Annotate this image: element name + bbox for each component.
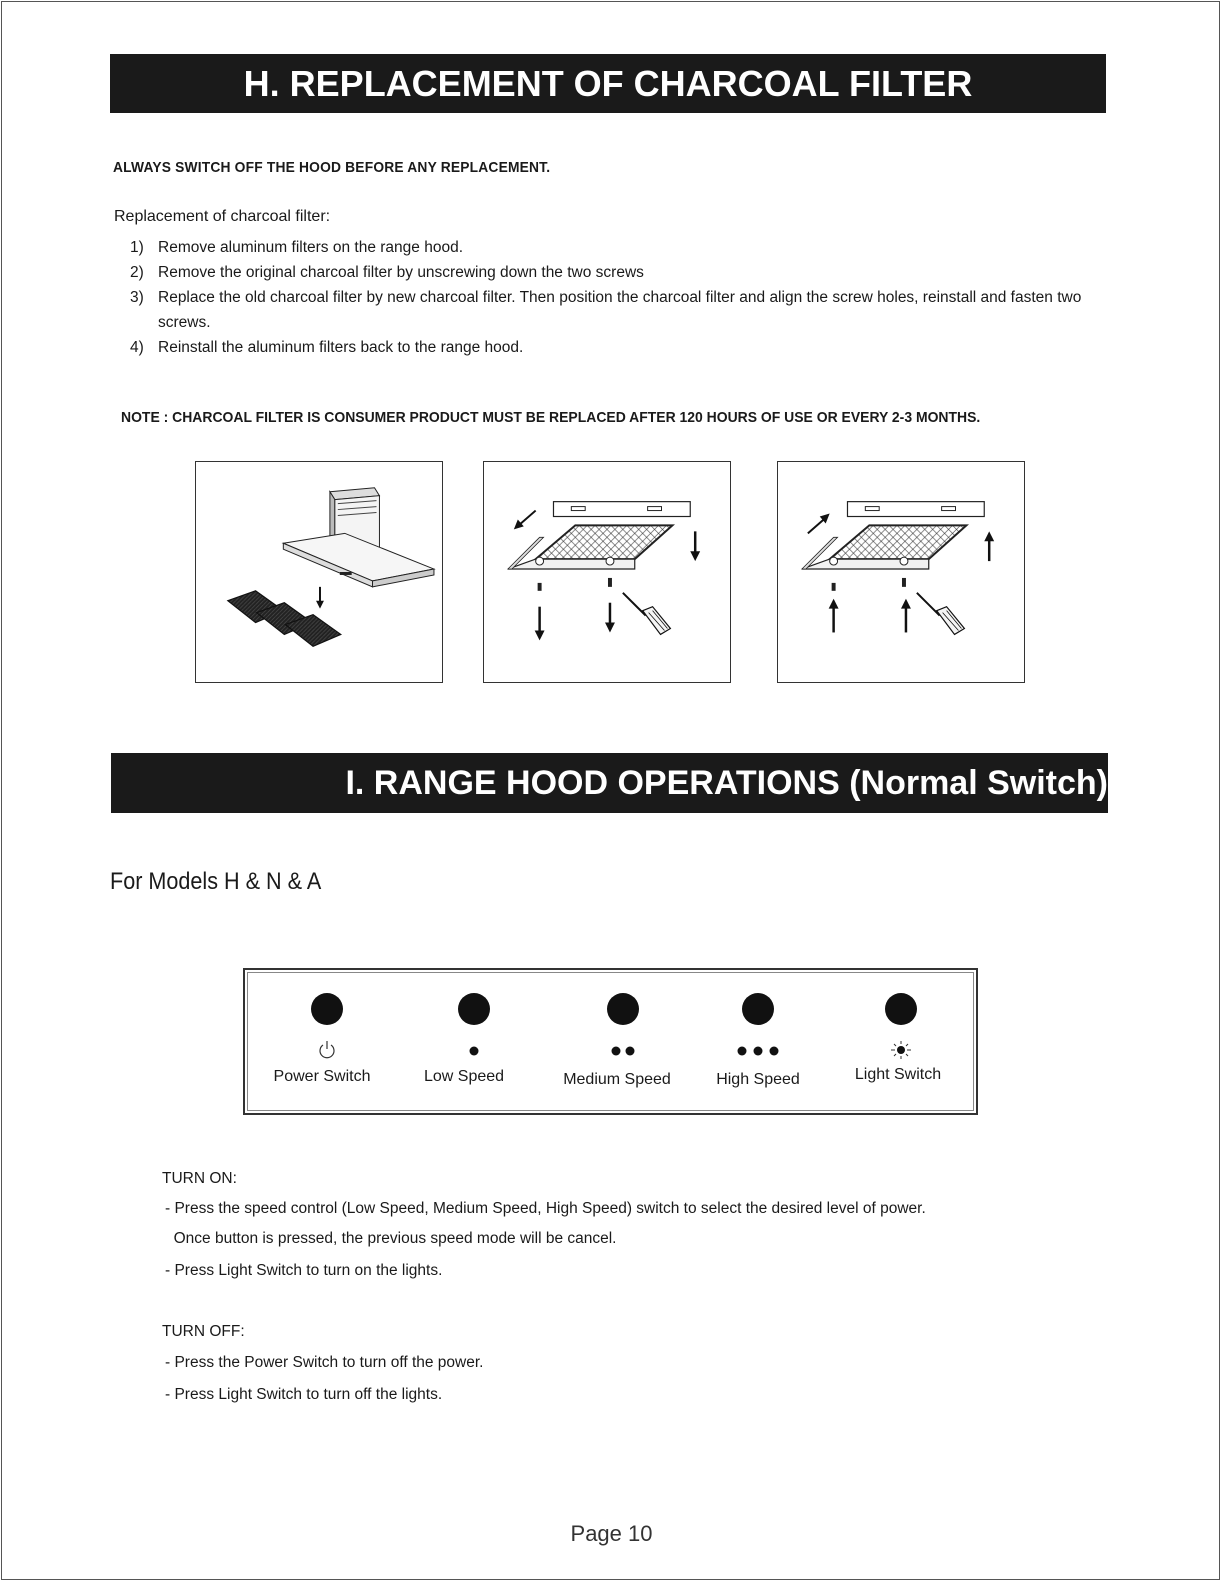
turn-on-line: - Press Light Switch to turn on the lights.	[165, 1262, 443, 1279]
replacement-intro: Replacement of charcoal filter:	[114, 208, 331, 225]
turn-on-heading: TURN ON:	[162, 1170, 237, 1187]
step-number: 3)	[130, 289, 144, 306]
step-item	[130, 260, 1120, 285]
replacement-steps	[130, 235, 1120, 360]
step-text: Replace the old charcoal filter by new charcoal filter. Then position the charcoal filter and align the screw holes, reinstall and fasten two screws.	[158, 289, 1082, 331]
charcoal-filter-removal-illustration	[484, 462, 730, 682]
high-speed-label: High Speed	[716, 1071, 800, 1088]
light-icon	[888, 1041, 914, 1059]
step-number: 4)	[130, 339, 144, 356]
step-number: 2)	[130, 264, 144, 281]
turn-off-heading: TURN OFF:	[162, 1323, 245, 1340]
control-panel-inner	[247, 972, 974, 1111]
warning-text: ALWAYS SWITCH OFF THE HOOD BEFORE ANY REPLACEMENT.	[113, 159, 551, 176]
medium-speed-button[interactable]	[607, 993, 639, 1025]
step-item	[130, 335, 1120, 360]
hood-illustration	[196, 462, 442, 682]
note-text: NOTE : CHARCOAL FILTER IS CONSUMER PRODUCT MUST BE REPLACED AFTER 120 HOURS OF USE OR EVERY 2-3 MONTHS.	[121, 409, 981, 426]
light-switch-button[interactable]	[885, 993, 917, 1025]
one-dot-icon	[461, 1041, 487, 1059]
charcoal-filter-install-illustration	[778, 462, 1024, 682]
low-speed-label: Low Speed	[423, 1068, 505, 1085]
section-h-title: H. REPLACEMENT OF CHARCOAL FILTER	[110, 54, 1106, 113]
turn-off-line: - Press Light Switch to turn off the lights.	[165, 1386, 443, 1403]
figure-remove-charcoal-filter	[483, 461, 731, 683]
power-switch-label: Power Switch	[273, 1068, 371, 1085]
page-number: Page 10	[570, 1521, 653, 1546]
control-panel	[243, 968, 978, 1115]
high-speed-button[interactable]	[742, 993, 774, 1025]
low-speed-button[interactable]	[458, 993, 490, 1025]
section-i-title: I. RANGE HOOD OPERATIONS (Normal Switch)	[111, 753, 1108, 813]
step-item	[130, 235, 1120, 260]
models-subtitle: For Models H & N & A	[110, 868, 322, 895]
power-switch-button[interactable]	[311, 993, 343, 1025]
figure-remove-aluminum-filters	[195, 461, 443, 683]
power-icon	[314, 1041, 340, 1059]
turn-on-line: - Press the speed control (Low Speed, Medium Speed, High Speed) switch to select the desired level of power.	[165, 1200, 926, 1217]
three-dots-icon	[732, 1041, 784, 1059]
step-number: 1)	[130, 239, 144, 256]
medium-speed-label: Medium Speed	[563, 1071, 671, 1088]
two-dots-icon	[605, 1041, 641, 1059]
step-text: Reinstall the aluminum filters back to the range hood.	[158, 339, 524, 356]
step-text: Remove the original charcoal filter by unscrewing down the two screws	[158, 264, 644, 281]
turn-off-line: - Press the Power Switch to turn off the power.	[165, 1354, 484, 1371]
turn-on-line: Once button is pressed, the previous speed mode will be cancel.	[165, 1230, 617, 1247]
figure-install-charcoal-filter	[777, 461, 1025, 683]
step-item	[130, 285, 1120, 335]
light-switch-label: Light Switch	[854, 1066, 942, 1083]
step-text: Remove aluminum filters on the range hood.	[158, 239, 463, 256]
